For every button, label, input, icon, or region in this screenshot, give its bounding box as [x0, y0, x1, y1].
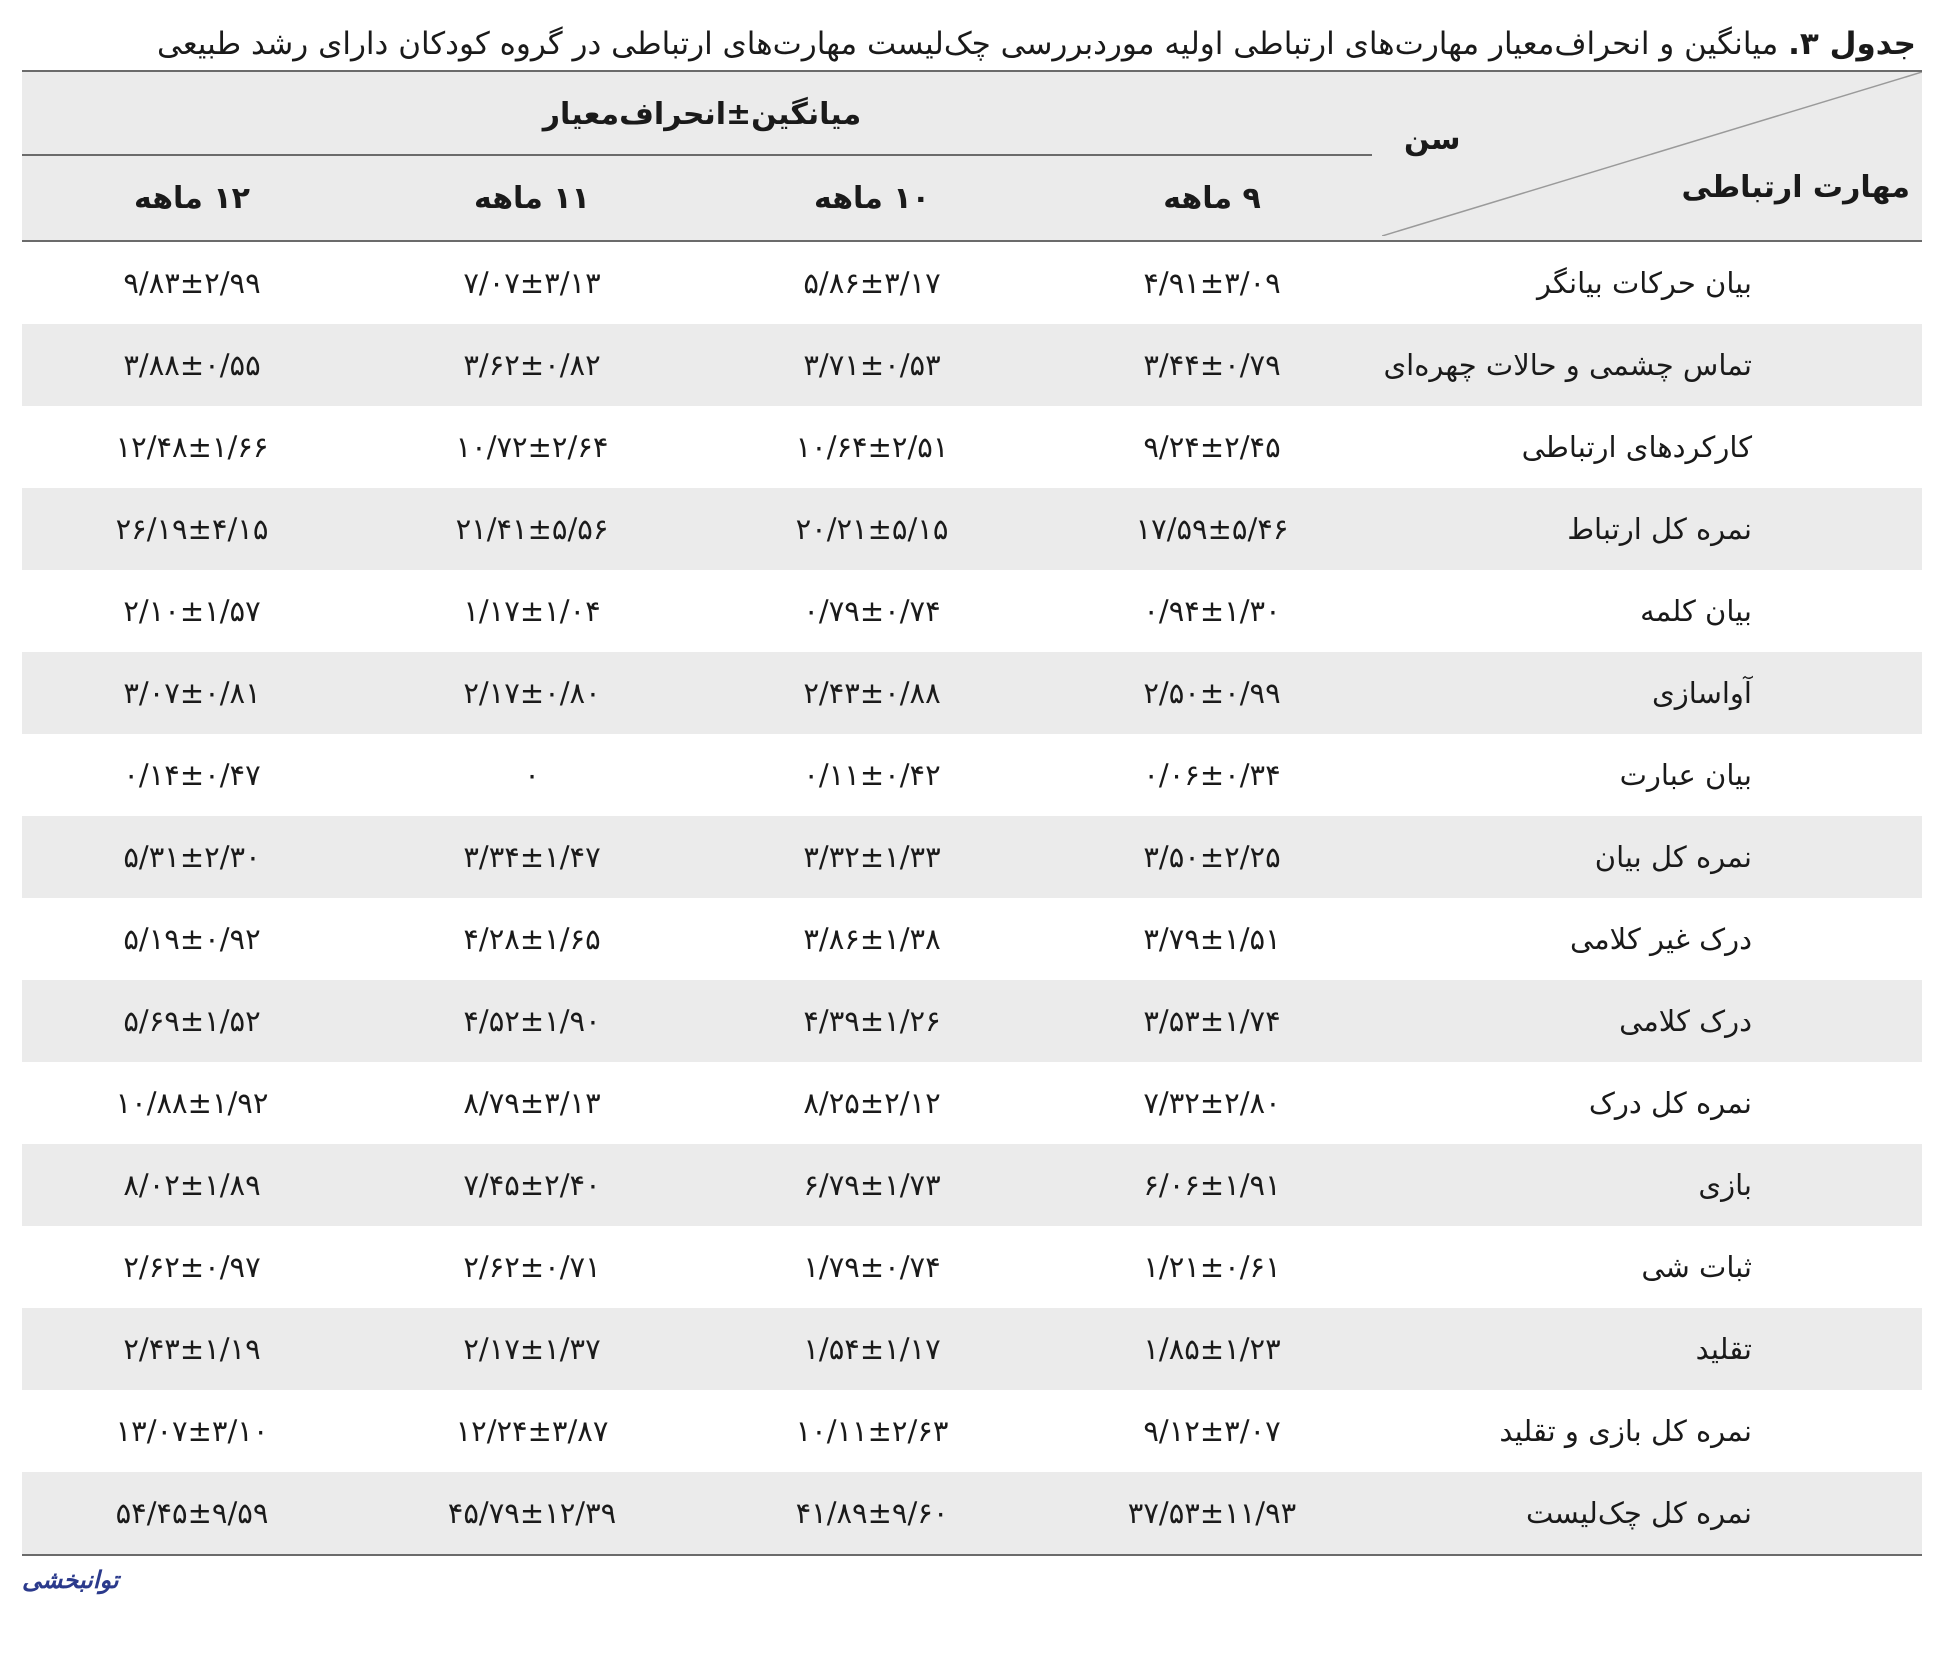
value-10-month: ۴۱/۸۹±۹/۶۰ [702, 1472, 1042, 1555]
value-9-month: ۹/۱۲±۳/۰۷ [1143, 1414, 1281, 1448]
skill-cell: نمره کل بیان [1382, 816, 1922, 898]
value-11-month: ۱۰/۷۲±۲/۶۴ [455, 430, 609, 464]
corner-diagonal-line [1382, 72, 1922, 236]
data-table [22, 72, 1922, 1556]
value-12-month: ۱۳/۰۷±۳/۱۰ [115, 1414, 269, 1448]
table-row [22, 1308, 1922, 1390]
mean-sd-header [22, 72, 1382, 156]
table-row [22, 488, 1922, 570]
table-row [22, 816, 1922, 898]
value-10-month: ۰/۱۱±۰/۴۲ [803, 758, 941, 792]
value-9-month: ۹/۲۴±۲/۴۵ [1143, 430, 1281, 464]
value-10-month: ۶/۷۹±۱/۷۳ [702, 1144, 1042, 1226]
value-9-month: ۳/۴۴±۰/۷۹ [1042, 324, 1382, 406]
table-row [22, 406, 1922, 488]
value-9-month: ۱/۸۵±۱/۲۳ [1042, 1308, 1382, 1390]
skill-cell: نمره کل درک [1588, 1086, 1752, 1120]
value-12-month: ۵۴/۴۵±۹/۵۹ [22, 1472, 362, 1555]
header-corner-cell [1382, 72, 1922, 241]
table-row [22, 1390, 1922, 1472]
data-table-container [22, 70, 1922, 1556]
age-header-10: ۱۰ ماهه [702, 156, 1042, 241]
skill-cell: نمره کل بازی و تقلید [1499, 1414, 1752, 1448]
value-12-month: ۸/۰۲±۱/۸۹ [22, 1144, 362, 1226]
skill-cell: بیان حرکات بیانگر [1536, 266, 1752, 300]
value-11-month: ۱۲/۲۴±۳/۸۷ [455, 1414, 609, 1448]
skill-cell: بازی [1382, 1144, 1922, 1226]
age-header-12: ۱۲ ماهه [22, 156, 362, 241]
value-10-month: ۰/۷۹±۰/۷۴ [803, 594, 941, 628]
table-row [22, 1226, 1922, 1308]
value-12-month: ۱۰/۸۸±۱/۹۲ [115, 1086, 269, 1120]
skill-cell: ثبات شی [1641, 1250, 1752, 1284]
value-9-month: ۳۷/۵۳±۱۱/۹۳ [1042, 1472, 1382, 1555]
value-12-month: ۵/۶۹±۱/۵۲ [22, 980, 362, 1062]
value-11-month: ۰ [524, 758, 540, 792]
skill-cell: کارکردهای ارتباطی [1521, 430, 1752, 464]
value-10-month: ۳/۸۶±۱/۳۸ [803, 922, 941, 956]
value-11-month: ۸/۷۹±۳/۱۳ [463, 1086, 601, 1120]
table-caption [16, 22, 1916, 66]
value-10-month: ۲/۴۳±۰/۸۸ [702, 652, 1042, 734]
table-row [22, 652, 1922, 734]
age-header-9: ۹ ماهه [1042, 156, 1382, 241]
value-11-month: ۳/۳۴±۱/۴۷ [362, 816, 702, 898]
table-row [22, 980, 1922, 1062]
table-row [22, 1472, 1922, 1555]
table-row [22, 241, 1922, 324]
corner-age-label: سن [1404, 122, 1461, 157]
value-10-month: ۳/۳۲±۱/۳۳ [702, 816, 1042, 898]
value-9-month: ۳/۵۳±۱/۷۴ [1042, 980, 1382, 1062]
table-row [22, 734, 1922, 816]
value-10-month: ۳/۷۱±۰/۵۳ [702, 324, 1042, 406]
value-11-month: ۴/۵۲±۱/۹۰ [362, 980, 702, 1062]
value-9-month: ۴/۹۱±۳/۰۹ [1143, 266, 1281, 300]
value-12-month: ۲/۱۰±۱/۵۷ [123, 594, 261, 628]
journal-logo: توانبخشی [22, 1566, 119, 1594]
skill-cell: درک کلامی [1382, 980, 1922, 1062]
skill-cell: درک غیر کلامی [1569, 922, 1752, 956]
skill-cell: تماس چشمی و حالات چهره‌ای [1382, 324, 1922, 406]
value-10-month: ۱۰/۱۱±۲/۶۳ [795, 1414, 949, 1448]
value-12-month: ۹/۸۳±۲/۹۹ [123, 266, 261, 300]
value-9-month: ۰/۰۶±۰/۳۴ [1143, 758, 1281, 792]
value-9-month: ۱/۲۱±۰/۶۱ [1143, 1250, 1281, 1284]
value-12-month: ۲/۶۲±۰/۹۷ [123, 1250, 261, 1284]
value-11-month: ۲۱/۴۱±۵/۵۶ [362, 488, 702, 570]
value-12-month: ۵/۱۹±۰/۹۲ [123, 922, 261, 956]
age-header-11: ۱۱ ماهه [362, 156, 702, 241]
value-11-month: ۳/۶۲±۰/۸۲ [362, 324, 702, 406]
table-row [22, 1144, 1922, 1226]
value-11-month: ۷/۴۵±۲/۴۰ [362, 1144, 702, 1226]
skill-cell: آواسازی [1382, 652, 1922, 734]
value-10-month: ۵/۸۶±۳/۱۷ [803, 266, 941, 300]
value-9-month: ۷/۳۲±۲/۸۰ [1143, 1086, 1281, 1120]
value-9-month: ۱۷/۵۹±۵/۴۶ [1042, 488, 1382, 570]
value-11-month: ۴/۲۸±۱/۶۵ [463, 922, 601, 956]
value-11-month: ۲/۱۷±۱/۳۷ [362, 1308, 702, 1390]
value-10-month: ۱/۷۹±۰/۷۴ [803, 1250, 941, 1284]
value-9-month: ۰/۹۴±۱/۳۰ [1143, 594, 1281, 628]
skill-cell: نمره کل ارتباط [1382, 488, 1922, 570]
value-10-month: ۲۰/۲۱±۵/۱۵ [702, 488, 1042, 570]
value-11-month: ۴۵/۷۹±۱۲/۳۹ [362, 1472, 702, 1555]
value-12-month: ۲۶/۱۹±۴/۱۵ [22, 488, 362, 570]
caption-text: میانگین و انحراف‌معیار مهارت‌های ارتباطی اولیه موردبررسی چک‌لیست مهارت‌های ارتباطی در گروه کودکان دارای رشد طبیعی [156, 26, 1789, 62]
skill-cell: نمره کل چک‌لیست [1382, 1472, 1922, 1555]
table-row [22, 570, 1922, 652]
value-9-month: ۶/۰۶±۱/۹۱ [1042, 1144, 1382, 1226]
value-10-month: ۱۰/۶۴±۲/۵۱ [795, 430, 949, 464]
value-10-month: ۱/۵۴±۱/۱۷ [702, 1308, 1042, 1390]
value-11-month: ۷/۰۷±۳/۱۳ [463, 266, 601, 300]
value-11-month: ۲/۱۷±۰/۸۰ [362, 652, 702, 734]
value-11-month: ۲/۶۲±۰/۷۱ [463, 1250, 601, 1284]
value-12-month: ۲/۴۳±۱/۱۹ [22, 1308, 362, 1390]
corner-skill-label: مهارت ارتباطی [1681, 170, 1910, 205]
value-12-month: ۳/۰۷±۰/۸۱ [22, 652, 362, 734]
value-12-month: ۵/۳۱±۲/۳۰ [22, 816, 362, 898]
value-12-month: ۱۲/۴۸±۱/۶۶ [115, 430, 269, 464]
table-row [22, 324, 1922, 406]
value-12-month: ۰/۱۴±۰/۴۷ [123, 758, 261, 792]
value-10-month: ۸/۲۵±۲/۱۲ [803, 1086, 941, 1120]
skill-cell: بیان عبارت [1619, 758, 1752, 792]
caption-label: جدول ۳. [1788, 26, 1916, 62]
value-11-month: ۱/۱۷±۱/۰۴ [463, 594, 601, 628]
value-9-month: ۲/۵۰±۰/۹۹ [1042, 652, 1382, 734]
mean-sd-header-label: میانگین±انحراف‌معیار [542, 96, 862, 132]
skill-cell: تقلید [1382, 1308, 1922, 1390]
value-10-month: ۴/۳۹±۱/۲۶ [702, 980, 1042, 1062]
value-9-month: ۳/۵۰±۲/۲۵ [1042, 816, 1382, 898]
skill-cell: بیان کلمه [1640, 594, 1752, 628]
table-row [22, 1062, 1922, 1144]
table-row [22, 898, 1922, 980]
table-body [22, 241, 1922, 1555]
value-9-month: ۳/۷۹±۱/۵۱ [1143, 922, 1281, 956]
value-12-month: ۳/۸۸±۰/۵۵ [22, 324, 362, 406]
